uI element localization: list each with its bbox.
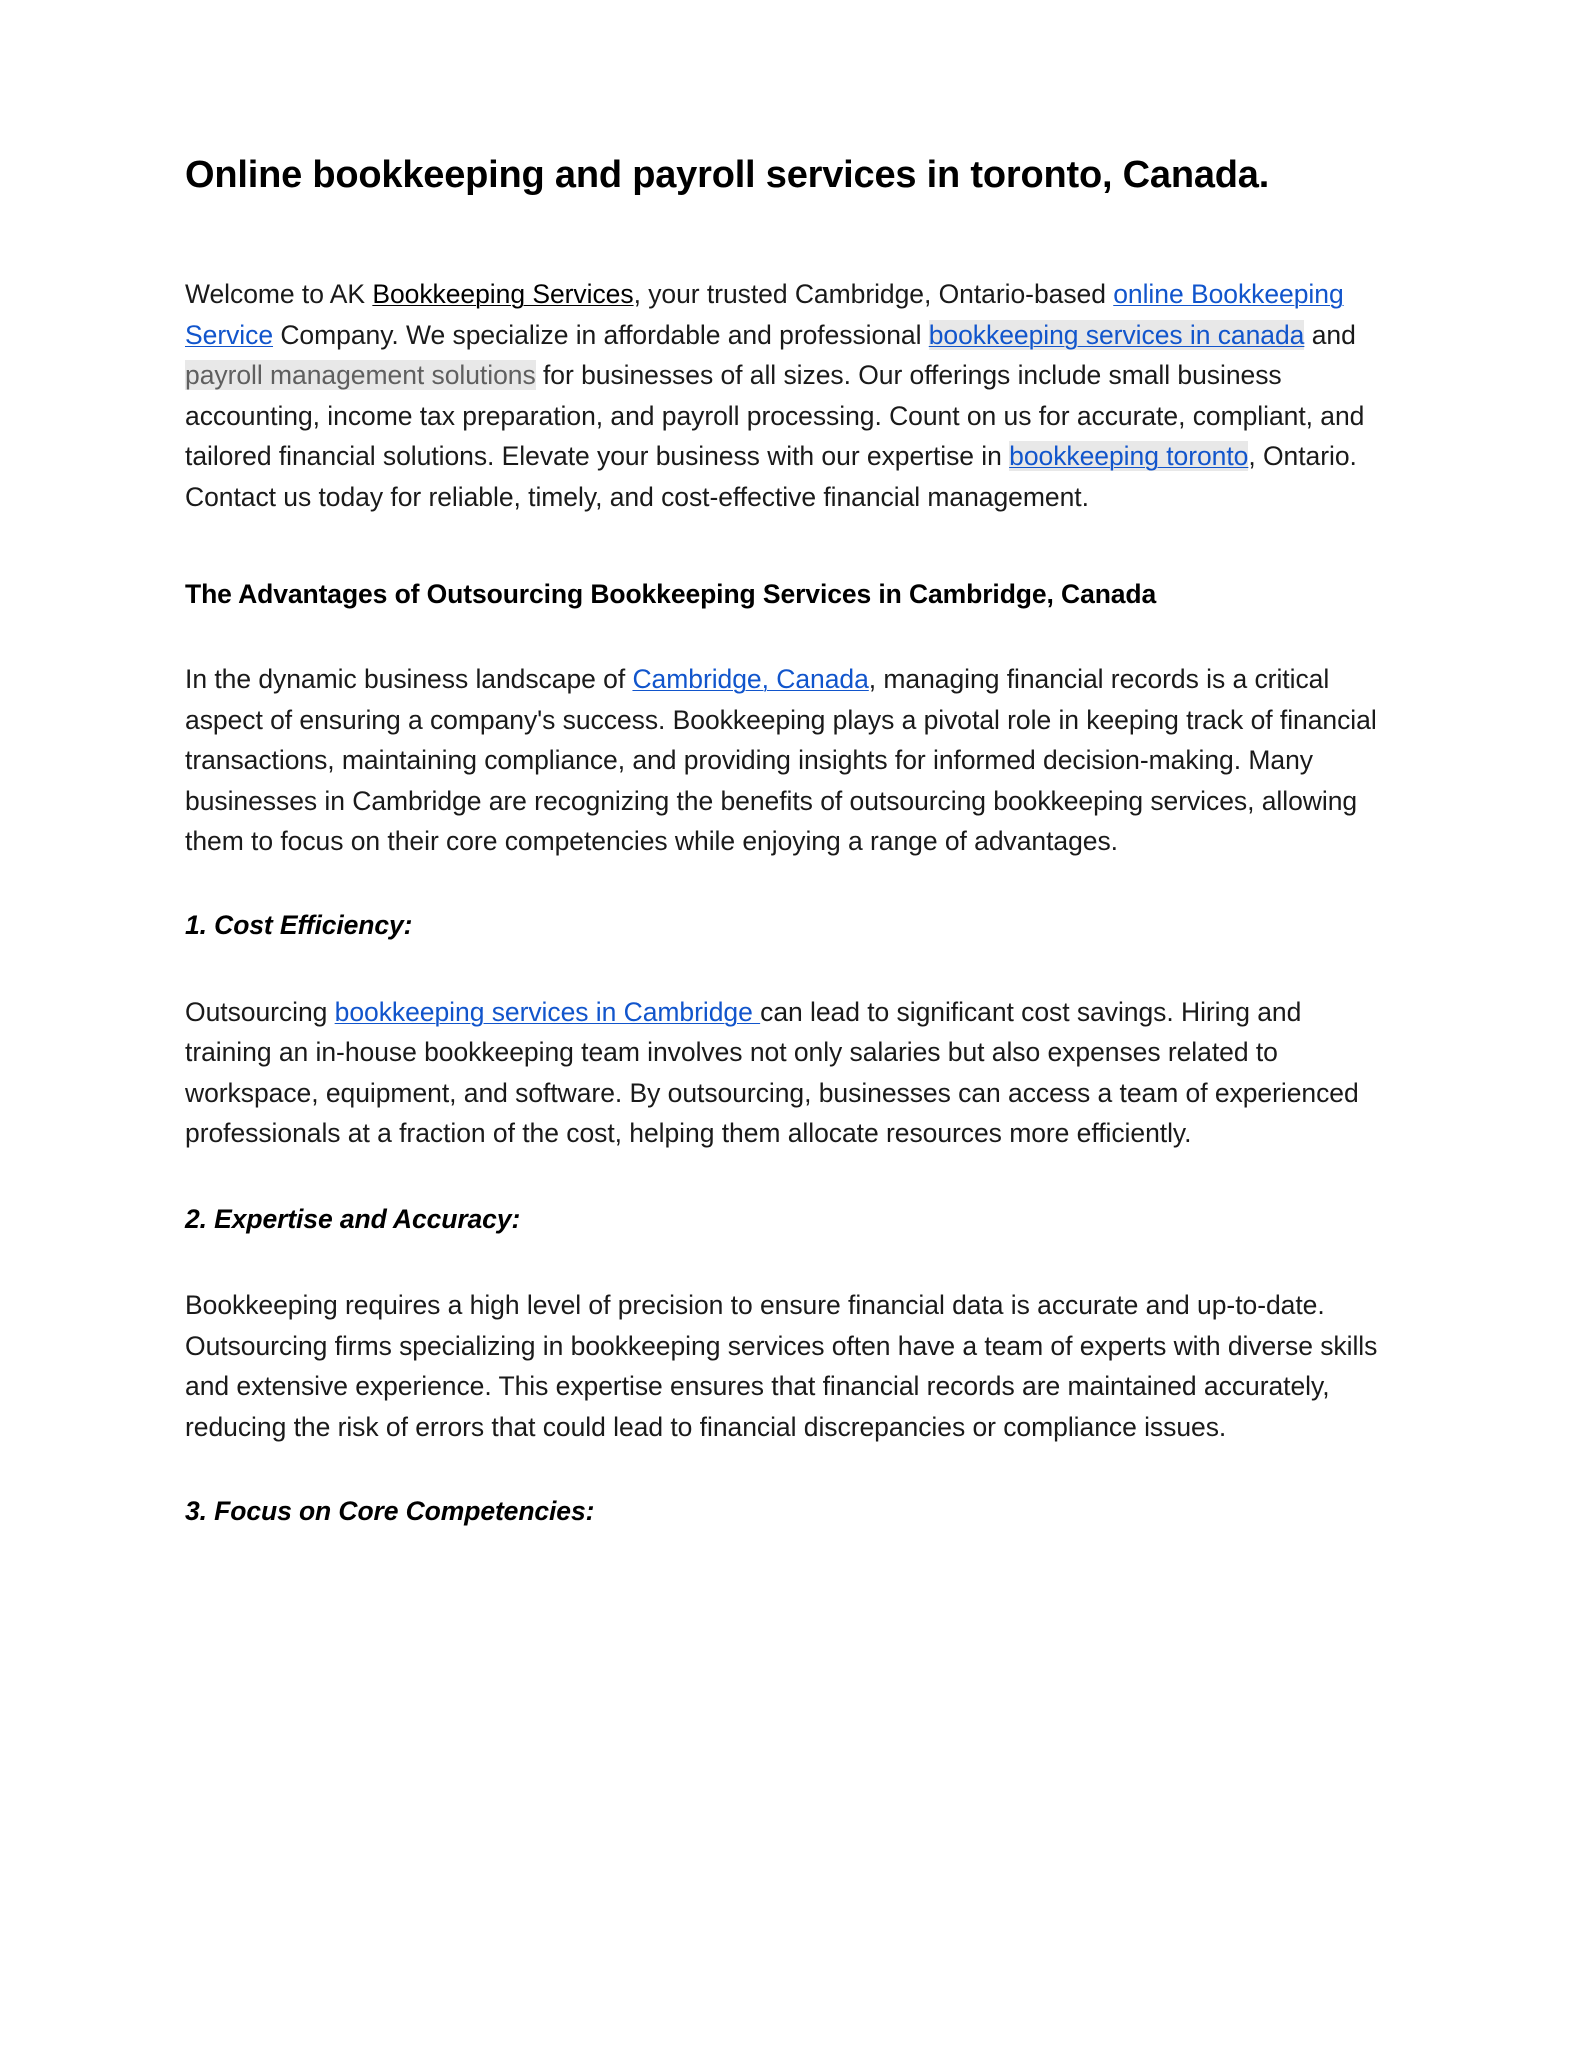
link-bookkeeping-services-in-canada[interactable]: bookkeeping services in canada	[928, 319, 1305, 350]
section-text-2: , managing financial records is a critical aspect of ensuring a company's success. Bookkeeping plays a pivotal role in keeping track of financial transactions, maintaining compliance, and providing insights for informed decision-making. Many businesses in Cambridge are recognizing the benefits of outsourcing bookkeeping services, allowing them to focus on their core competencies while enjoying a range of advantages.	[185, 664, 1377, 857]
subheading-focus-core-competencies: 3. Focus on Core Competencies:	[185, 1495, 595, 1526]
payroll-management-solutions-text: payroll management solutions	[185, 360, 536, 391]
spacer	[185, 1239, 1398, 1285]
section-paragraph	[185, 659, 1385, 862]
page-title: Online bookkeeping and payroll services in toronto, Canada.	[185, 154, 1270, 196]
sub1-text-2: can lead to significant cost savings. Hiring and training an in-house bookkeeping team involves not only salaries but also expenses related to workspace, equipment, and software. By outsourcing, businesses can access a team of experienced professionals at a fraction of the cost, helping them allocate resources more efficiently.	[185, 996, 1359, 1149]
spacer	[185, 946, 1398, 992]
intro-text-6: , Ontario. Contact us today for reliable, timely, and cost-effective financial management.	[185, 441, 1357, 512]
section-heading-advantages: The Advantages of Outsourcing Bookkeeping Services in Cambridge, Canada	[185, 579, 1157, 610]
bookkeeping-services-underlined: Bookkeeping Services	[372, 279, 634, 310]
spacer	[185, 517, 1398, 575]
link-bookkeeping-toronto[interactable]: bookkeeping toronto	[1009, 441, 1249, 472]
intro-text-5: for businesses of all sizes. Our offerings include small business accounting, income tax preparation, and payroll processing. Count on us for accurate, compliant, and tailored financial solutions. Elevate your business with our expertise in	[185, 360, 1365, 472]
spacer	[185, 1154, 1398, 1200]
spacer	[185, 200, 1398, 274]
expertise-accuracy-paragraph: Bookkeeping requires a high level of precision to ensure financial data is accurate and up-to-date. Outsourcing firms specializing in bookkeeping services often have a team of experts with diverse skills and extensive experience. This expertise ensures that financial records are maintained accurately, reducing the risk of errors that could lead to financial discrepancies or compliance issues.	[185, 1290, 1378, 1442]
intro-paragraph	[185, 274, 1385, 517]
cost-efficiency-paragraph	[185, 992, 1385, 1154]
spacer	[185, 862, 1398, 906]
sub1-text-1: Outsourcing	[185, 996, 335, 1027]
spacer	[185, 1448, 1398, 1492]
subheading-cost-efficiency: 1. Cost Efficiency:	[185, 909, 413, 940]
link-cambridge-canada[interactable]: Cambridge, Canada	[632, 664, 869, 695]
subheading-expertise-accuracy: 2. Expertise and Accuracy:	[185, 1203, 521, 1234]
section-text-1: In the dynamic business landscape of	[185, 664, 633, 695]
spacer	[185, 615, 1398, 659]
intro-text-3: Company. We specialize in affordable and professional	[273, 319, 929, 350]
intro-text-2: , your trusted Cambridge, Ontario-based	[633, 279, 1114, 310]
intro-text-4: and	[1304, 319, 1356, 350]
link-online-bookkeeping-service[interactable]: online Bookkeeping Service	[185, 279, 1344, 350]
intro-text-1: Welcome to AK	[185, 279, 373, 310]
link-bookkeeping-services-in-cambridge[interactable]: bookkeeping services in Cambridge	[334, 996, 761, 1027]
